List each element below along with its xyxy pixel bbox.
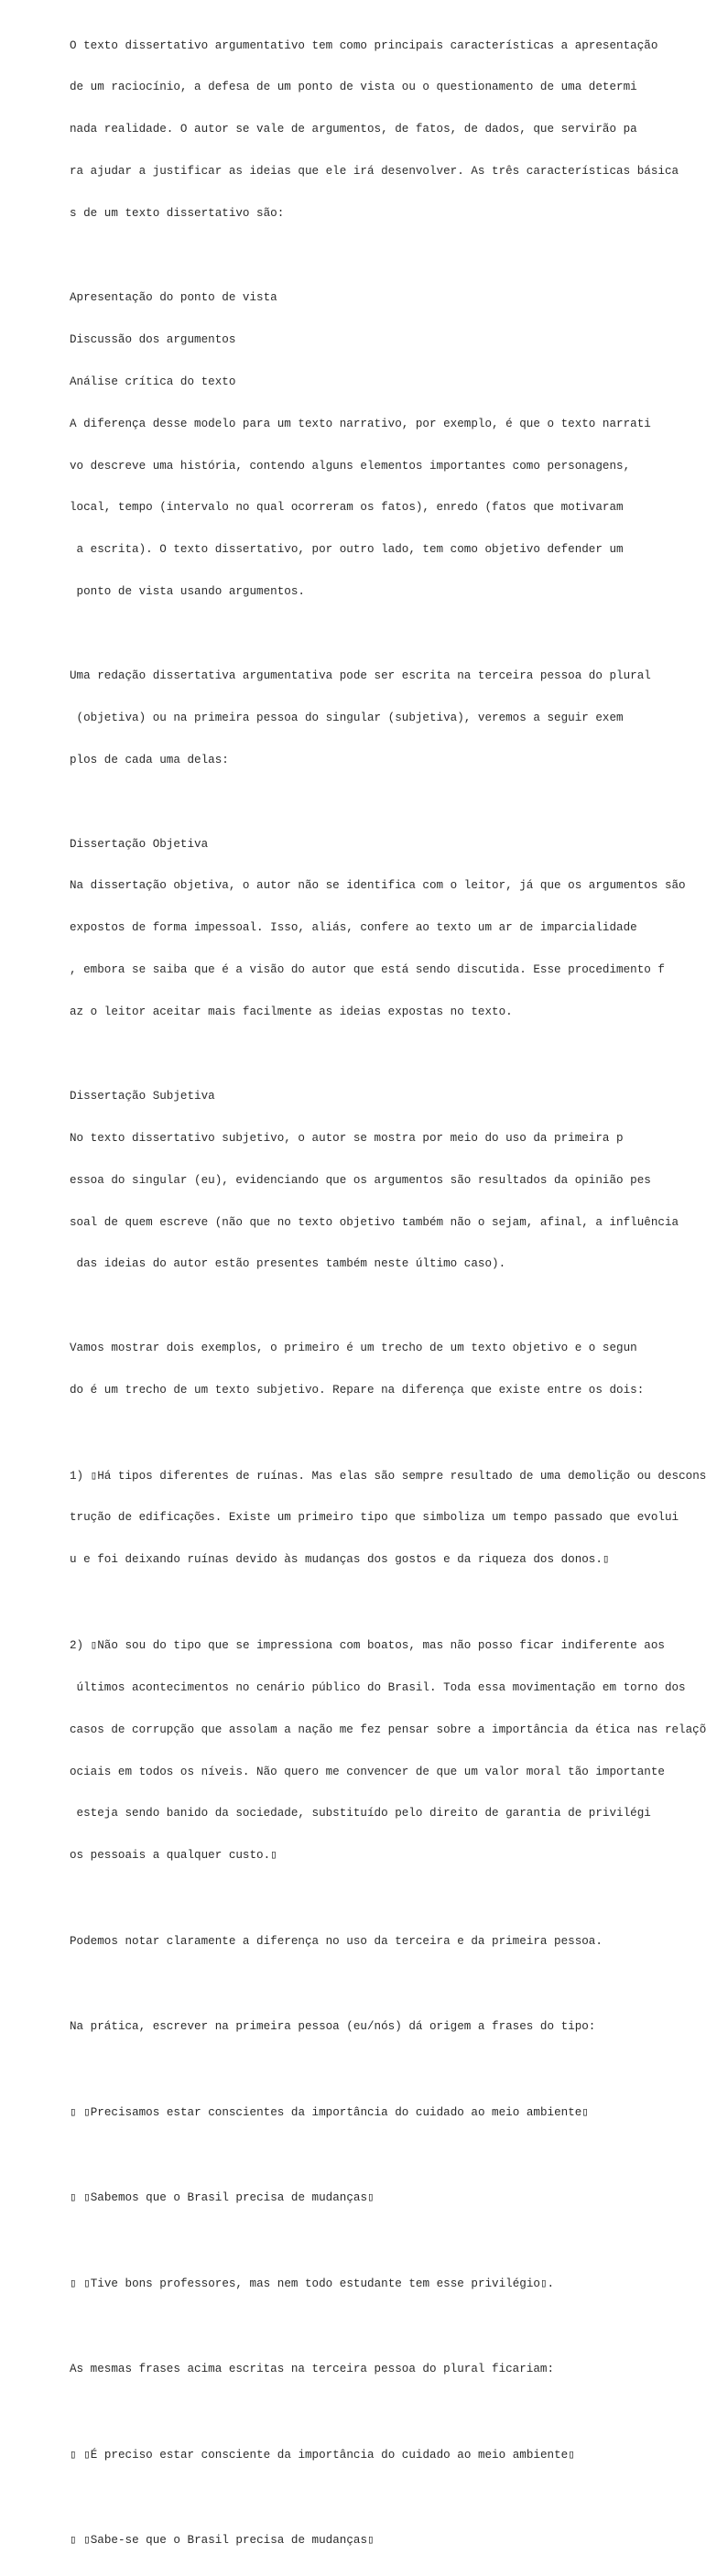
list-item bbox=[70, 2078, 701, 2147]
text-line: Uma redação dissertativa argumentativa pode ser escrita na terceira pessoa do plural bbox=[70, 668, 651, 682]
paragraph-objective bbox=[70, 810, 701, 1048]
text-line: ▯ ▯Sabemos que o Brasil precisa de mudanças▯ bbox=[70, 2191, 375, 2205]
text-line: Na dissertação objetiva, o autor não se identifica com o leitor, já que os argumentos são bbox=[70, 879, 686, 893]
text-line: No texto dissertativo subjetivo, o autor se mostra por meio do uso da primeira p bbox=[70, 1131, 624, 1145]
text-line: a escrita). O texto dissertativo, por outro lado, tem como objetivo defender um bbox=[70, 543, 624, 557]
text-line: 1) ▯Há tipos diferentes de ruínas. Mas elas são sempre resultado de uma demolição ou descons bbox=[70, 1469, 706, 1483]
text-line: casos de corrupção que assolam a nação me fez pensar sobre a importância da ética nas relaçõ bbox=[70, 1723, 706, 1736]
text-line: az o leitor aceitar mais facilmente as ideias expostas no texto. bbox=[70, 1005, 513, 1019]
text-line: ▯ ▯Tive bons professores, mas nem todo estudante tem esse privilégio▯. bbox=[70, 2277, 555, 2290]
text-line: plos de cada uma delas: bbox=[70, 753, 229, 766]
text-line: soal de quem escreve (não que no texto objetivo também não o sejam, afinal, a influência bbox=[70, 1215, 679, 1229]
section-heading: Dissertação Subjetiva bbox=[70, 1089, 215, 1103]
section-heading: Dissertação Objetiva bbox=[70, 837, 209, 851]
paragraph-example-1 bbox=[70, 1441, 706, 1595]
list-item bbox=[70, 2164, 701, 2234]
text-line: local, tempo (intervalo no qual ocorreram os fatos), enredo (fatos que motivaram bbox=[70, 501, 624, 515]
text-line: s de um texto dissertativo são: bbox=[70, 207, 285, 221]
text-line: de um raciocínio, a defesa de um ponto de vista ou o questionamento de uma determi bbox=[70, 81, 637, 94]
text-line: Podemos notar claramente a diferença no uso da terceira e da primeira pessoa. bbox=[70, 1934, 603, 1948]
text-line: A diferença desse modelo para um texto narrativo, por exemplo, é que o texto narrati bbox=[70, 417, 651, 430]
text-line: expostos de forma impessoal. Isso, aliás, confere ao texto um ar de imparcialidade bbox=[70, 921, 637, 935]
text-line: essoa do singular (eu), evidenciando que os argumentos são resultados da opinião pes bbox=[70, 1173, 651, 1187]
text-line: do é um trecho de um texto subjetivo. Repare na diferença que existe entre os dois: bbox=[70, 1384, 645, 1397]
document-body bbox=[70, 11, 706, 2576]
paragraph-subjective bbox=[70, 1061, 701, 1299]
list-item bbox=[70, 2420, 701, 2490]
list-item bbox=[70, 2506, 701, 2576]
text-line: , embora se saiba que é a visão do autor que está sendo discutida. Esse procedimento f bbox=[70, 963, 665, 977]
text-line: Apresentação do ponto de vista bbox=[70, 290, 277, 304]
text-line: O texto dissertativo argumentativo tem como principais características a apresentação bbox=[70, 38, 658, 52]
text-line: Discussão dos argumentos bbox=[70, 332, 236, 346]
paragraph-examples-intro bbox=[70, 1314, 701, 1426]
paragraph-first-person bbox=[70, 1993, 701, 2062]
text-line: u e foi deixando ruínas devido às mudanças dos gostos e da riqueza dos donos.▯ bbox=[70, 1553, 610, 1567]
text-line: nada realidade. O autor se vale de argumentos, de fatos, de dados, que servirão pa bbox=[70, 123, 637, 136]
paragraph-intro bbox=[70, 11, 701, 249]
text-line: ▯ ▯Precisamos estar conscientes da importância do cuidado ao meio ambiente▯ bbox=[70, 2105, 589, 2119]
paragraph-difference-note bbox=[70, 1907, 701, 1976]
text-line: ra ajudar a justificar as ideias que ele irá desenvolver. As três características básica bbox=[70, 165, 679, 179]
text-line: ponto de vista usando argumentos. bbox=[70, 585, 305, 599]
paragraph-third-person bbox=[70, 2335, 701, 2405]
text-line: (objetiva) ou na primeira pessoa do singular (subjetiva), veremos a seguir exem bbox=[70, 711, 624, 724]
paragraph-characteristics bbox=[70, 263, 701, 627]
paragraph-person bbox=[70, 641, 701, 795]
text-line: ociais em todos os níveis. Não quero me convencer de que um valor moral tão importante bbox=[70, 1765, 665, 1778]
text-line: 2) ▯Não sou do tipo que se impressiona com boatos, mas não posso ficar indiferente aos bbox=[70, 1638, 665, 1652]
text-line: Vamos mostrar dois exemplos, o primeiro é um trecho de um texto objetivo e o segun bbox=[70, 1342, 637, 1355]
text-line: esteja sendo banido da sociedade, substituído pelo direito de garantia de privilégi bbox=[70, 1807, 651, 1821]
text-line: trução de edificações. Existe um primeiro tipo que simboliza um tempo passado que evolui bbox=[70, 1511, 679, 1525]
text-line: Análise crítica do texto bbox=[70, 375, 236, 388]
paragraph-example-2 bbox=[70, 1611, 706, 1891]
text-line: últimos acontecimentos no cenário público do Brasil. Toda essa movimentação em torno dos bbox=[70, 1680, 686, 1694]
list-item bbox=[70, 2249, 701, 2319]
text-line: ▯ ▯É preciso estar consciente da importância do cuidado ao meio ambiente▯ bbox=[70, 2448, 575, 2462]
text-line: ▯ ▯Sabe-se que o Brasil precisa de mudanças▯ bbox=[70, 2534, 375, 2548]
text-line: Na prática, escrever na primeira pessoa (eu/nós) dá origem a frases do tipo: bbox=[70, 2020, 596, 2034]
text-line: os pessoais a qualquer custo.▯ bbox=[70, 1849, 277, 1863]
text-line: das ideias do autor estão presentes também neste último caso). bbox=[70, 1257, 506, 1271]
text-line: As mesmas frases acima escritas na terceira pessoa do plural ficariam: bbox=[70, 2363, 555, 2376]
text-line: vo descreve uma história, contendo alguns elementos importantes como personagens, bbox=[70, 459, 631, 473]
